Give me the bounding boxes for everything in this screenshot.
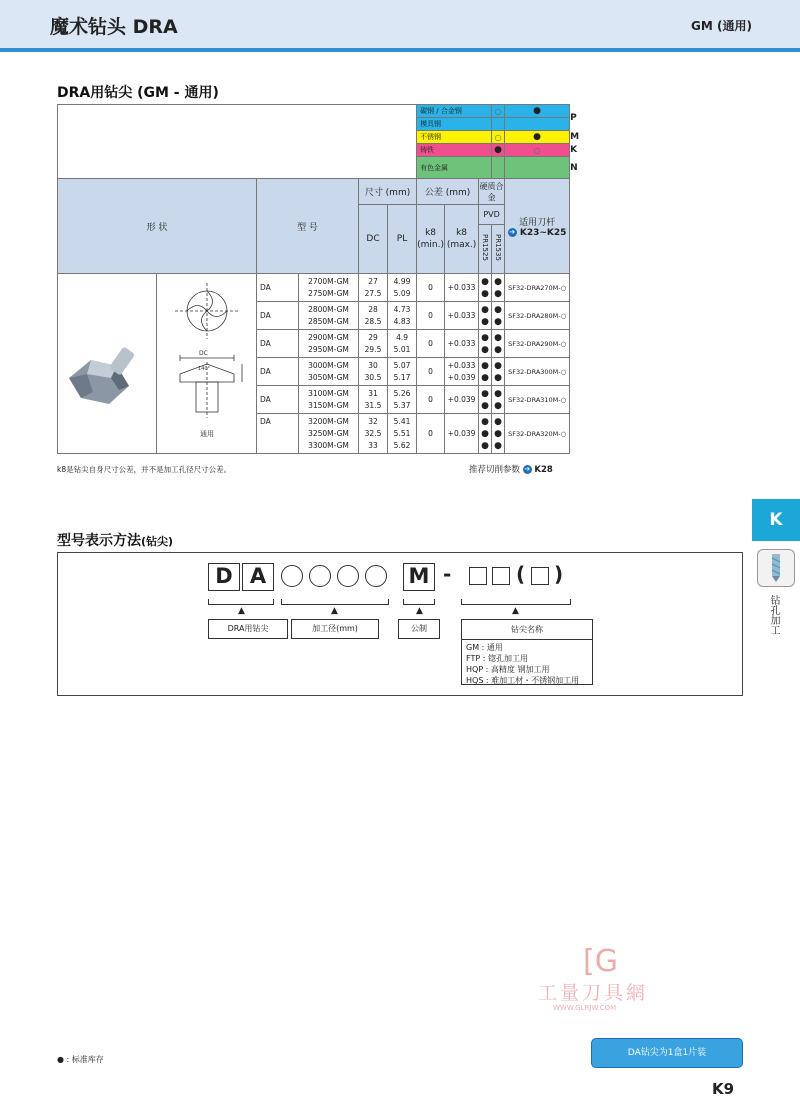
label-diameter: 加工径(mm) xyxy=(291,619,379,639)
cell-grade-1: ● ● xyxy=(479,358,492,386)
cell-tol-min: 0 xyxy=(417,386,445,414)
cutting-params-link[interactable] xyxy=(469,463,553,475)
material-label: 模具钢 xyxy=(417,118,492,131)
header-holder xyxy=(505,179,570,274)
cell-dc: 29 29.5 xyxy=(359,330,388,358)
tip-option: GM : 通用 xyxy=(466,643,503,652)
cell-series: DA xyxy=(257,302,299,330)
arrow-up-icon: ▲ xyxy=(331,606,338,616)
cell-grade-2: ● ● xyxy=(492,302,505,330)
cell-pl: 5.41 5.51 5.62 xyxy=(388,414,417,454)
label-metric: 公制 xyxy=(398,619,440,639)
cell-dc: 31 31.5 xyxy=(359,386,388,414)
cell-tol-min: 0 xyxy=(417,330,445,358)
tip-name-header: 钻尖名称 xyxy=(462,620,592,640)
grade-2-label: PR1535 xyxy=(494,234,503,261)
watermark-url: WWW.GLRJW.COM xyxy=(553,1004,617,1012)
section-title-code xyxy=(57,530,173,550)
page-title: 魔术钻头 DRA xyxy=(50,16,178,38)
cell-models: 3000M-GM 3050M-GM xyxy=(299,358,359,386)
header-model: 型 号 xyxy=(257,179,359,274)
drill-icon-svg xyxy=(758,550,794,586)
header-k8-min: k8 (min.) xyxy=(417,205,445,274)
tip-option: FTP : 锪孔加工用 xyxy=(466,654,528,663)
cell-pl: 4.99 5.09 xyxy=(388,274,417,302)
material-mark: ○ xyxy=(492,131,505,144)
cell-grade-1: ● ● xyxy=(479,274,492,302)
tip-option: HQS : 难加工材・不锈钢加工用 xyxy=(466,676,580,685)
cell-grade-2: ● ● xyxy=(492,386,505,414)
cell-series: DA xyxy=(257,358,299,386)
cell-holder[interactable]: SF32-DRA310M-○ xyxy=(505,386,570,414)
material-mark: ● xyxy=(492,144,505,157)
k8-note: k8是钻尖自身尺寸公差，并不是加工孔径尺寸公差。 xyxy=(57,465,232,474)
material-label: 铸铁 xyxy=(417,144,492,157)
label-dra-tip: DRA用钻尖 xyxy=(208,619,288,639)
diameter-digit-circle xyxy=(281,565,303,587)
cell-grade-2: ● ● xyxy=(492,274,505,302)
cell-series: DA xyxy=(257,386,299,414)
cell-grade-2: ● ● xyxy=(492,330,505,358)
cell-models: 3100M-GM 3150M-GM xyxy=(299,386,359,414)
code-explanation-box xyxy=(57,552,743,696)
cell-models: 3200M-GM 3250M-GM 3300M-GM xyxy=(299,414,359,454)
cell-grade-1: ● ● xyxy=(479,330,492,358)
holder-ref-text: K23~K25 xyxy=(519,227,567,238)
diameter-digit-circle xyxy=(309,565,331,587)
material-mark xyxy=(492,118,505,131)
cell-holder[interactable]: SF32-DRA270M-○ xyxy=(505,274,570,302)
bracket-diameter xyxy=(281,599,389,605)
header-shape: 形 状 xyxy=(58,179,257,274)
arrow-right-icon: ➔ xyxy=(524,465,531,473)
page-tag: GM (通用) xyxy=(691,19,752,33)
drawing-dc-label: DC xyxy=(198,349,208,357)
cell-models: 2900M-GM 2950M-GM xyxy=(299,330,359,358)
cell-tol-min: 0 xyxy=(417,414,445,454)
header-size: 尺寸 (mm) xyxy=(359,179,417,205)
cell-models: 2800M-GM 2850M-GM xyxy=(299,302,359,330)
drawing-caption: 通用 xyxy=(199,429,214,438)
cell-tol-max: +0.039 xyxy=(445,386,479,414)
code-dash: - xyxy=(443,562,452,586)
header-pvd: PVD xyxy=(479,205,505,225)
cell-tol-max: +0.033 xyxy=(445,330,479,358)
cell-holder[interactable]: SF32-DRA320M-○ xyxy=(505,414,570,454)
watermark-logo: [G xyxy=(583,944,618,979)
tip-name-box xyxy=(461,619,593,685)
section-title-tips: DRA用钻尖 (GM - 通用) xyxy=(57,85,219,101)
material-label: 不锈钢 xyxy=(417,131,492,144)
cell-models: 2700M-GM 2750M-GM xyxy=(299,274,359,302)
cell-dc: 28 28.5 xyxy=(359,302,388,330)
holder-label: 适用刀杆 xyxy=(519,217,556,228)
section-code-suffix: (钻尖) xyxy=(141,535,174,548)
material-mark xyxy=(492,157,505,179)
tip-code-square xyxy=(469,567,487,585)
watermark-text: 工量刀具網 xyxy=(538,982,649,1004)
diameter-digit-circle xyxy=(365,565,387,587)
code-letter-a: A xyxy=(242,563,274,591)
material-mark: ○ xyxy=(492,105,505,118)
cutting-params-ref: K28 xyxy=(534,465,553,475)
header-rule xyxy=(0,48,800,52)
arrow-up-icon: ▲ xyxy=(238,606,245,616)
cell-tol-max: +0.039 xyxy=(445,414,479,454)
tip-option: HQP : 高精度 钢加工用 xyxy=(466,665,550,674)
cell-dc: 32 32.5 33 xyxy=(359,414,388,454)
arrow-up-icon: ▲ xyxy=(512,606,519,616)
cell-grade-1: ● ● xyxy=(479,386,492,414)
cell-pl: 4.73 4.83 xyxy=(388,302,417,330)
header-grade-2 xyxy=(492,225,505,274)
cell-holder[interactable]: SF32-DRA290M-○ xyxy=(505,330,570,358)
cell-tol-min: 0 xyxy=(417,274,445,302)
cell-grade-2: ● ● ● xyxy=(492,414,505,454)
chapter-tab-k[interactable]: K xyxy=(752,499,800,541)
cell-grade-2: ● ● xyxy=(492,358,505,386)
cell-dc: 30 30.5 xyxy=(359,358,388,386)
material-mark: ● xyxy=(505,105,570,118)
material-label: 碳钢 / 合金钢 xyxy=(417,105,492,118)
product-photo xyxy=(58,274,157,454)
tip-code-square xyxy=(492,567,510,585)
cell-tol-max: +0.033 xyxy=(445,274,479,302)
code-rparen: ) xyxy=(554,562,564,586)
header-tolerance: 公差 (mm) xyxy=(417,179,479,205)
packaging-badge: DA钻尖为1盒1片装 xyxy=(591,1038,743,1068)
header-carbide: 硬质合金 xyxy=(479,179,505,205)
drawing-angle-label: 140° xyxy=(197,365,210,372)
holder-ref[interactable] xyxy=(505,228,569,238)
cell-holder[interactable]: SF32-DRA300M-○ xyxy=(505,358,570,386)
header-grade-1 xyxy=(479,225,492,274)
spec-table: 碳钢 / 合金钢 ○ ● P 模具钢 不锈钢 ○ ● M 铸铁 ● ○ K 有色金属 N 形 状 型 号 尺寸 (mm) 公差 (mm) 硬质合金 适用刀杆 ➔ K23~K25 DC PL k8 (min.) k8 (max.) PVD PR1525 PR1535 DC 140° 通用 DA 2700M-GM 2750M-GM 27 27.5 4.99 5.09 0 +0.033 ● ● ● ● SF32-DRA270M-○ DA 2800M-GM 2850M-GM 28 28.5 4.73 4.83 0 +0.033 ● ● ● ● SF32-DRA280M-○ DA 2900M-GM 2950M-GM 29 29.5 4.9 5.01 0 +0.033 ● ● ● ● SF32-DRA290M-○ DA 3000M-GM 3050M-GM 30 30.5 5.07 5.17 0 +0.033 +0.039 ● ● ● ● SF32-DRA300M-○ DA 3100M-GM 3150M-GM 31 31.5 5.26 5.37 0 +0.039 ● ● ● ● SF32-DRA310M-○ DA 3200M-GM 3250M-GM 3300M-GM 32 32.5 33 5.41 5.51 5.62 0 +0.039 ● ● ● ● ● ● SF32-DRA320M-○ xyxy=(57,104,570,454)
material-mark xyxy=(505,118,570,131)
arrow-right-icon: ➔ xyxy=(509,227,516,236)
bracket-dra xyxy=(208,599,274,605)
cell-tol-min: 0 xyxy=(417,358,445,386)
stock-legend: ● : 标准库存 xyxy=(57,1055,104,1064)
material-mark: ○ xyxy=(505,144,570,157)
code-lparen: ( xyxy=(516,562,526,586)
cell-series: DA xyxy=(257,414,299,454)
arrow-up-icon: ▲ xyxy=(416,606,423,616)
material-mark xyxy=(505,157,570,179)
grade-1-label: PR1525 xyxy=(481,234,490,261)
tip-code-square xyxy=(531,567,549,585)
cell-series: DA xyxy=(257,274,299,302)
blank-corner xyxy=(58,105,417,179)
side-category: 钻孔加工 xyxy=(768,595,779,635)
drill-icon xyxy=(757,549,795,587)
cutting-params-label: 推荐切削参数 xyxy=(469,465,521,475)
cell-series: DA xyxy=(257,330,299,358)
technical-drawing xyxy=(157,274,257,454)
cell-pl: 5.07 5.17 xyxy=(388,358,417,386)
cell-tol-min: 0 xyxy=(417,302,445,330)
header-pl: PL xyxy=(388,205,417,274)
cell-holder[interactable]: SF32-DRA280M-○ xyxy=(505,302,570,330)
cell-grade-1: ● ● xyxy=(479,302,492,330)
material-label: 有色金属 xyxy=(417,157,492,179)
bracket-metric xyxy=(403,599,435,605)
code-letter-m: M xyxy=(403,563,435,591)
cell-tol-max: +0.033 xyxy=(445,302,479,330)
drill-tip-drawing xyxy=(158,278,256,448)
diameter-digit-circle xyxy=(337,565,359,587)
drill-tip-photo xyxy=(61,308,153,418)
cell-grade-1: ● ● ● xyxy=(479,414,492,454)
code-letter-d: D xyxy=(208,563,240,591)
bracket-tip xyxy=(461,599,571,605)
cell-dc: 27 27.5 xyxy=(359,274,388,302)
header-k8-max: k8 (max.) xyxy=(445,205,479,274)
header-dc: DC xyxy=(359,205,388,274)
material-mark: ● xyxy=(505,131,570,144)
page-number: K9 xyxy=(712,1080,735,1098)
cell-tol-max: +0.033 +0.039 xyxy=(445,358,479,386)
cell-pl: 5.26 5.37 xyxy=(388,386,417,414)
cell-pl: 4.9 5.01 xyxy=(388,330,417,358)
section-code-title: 型号表示方法 xyxy=(57,533,141,549)
